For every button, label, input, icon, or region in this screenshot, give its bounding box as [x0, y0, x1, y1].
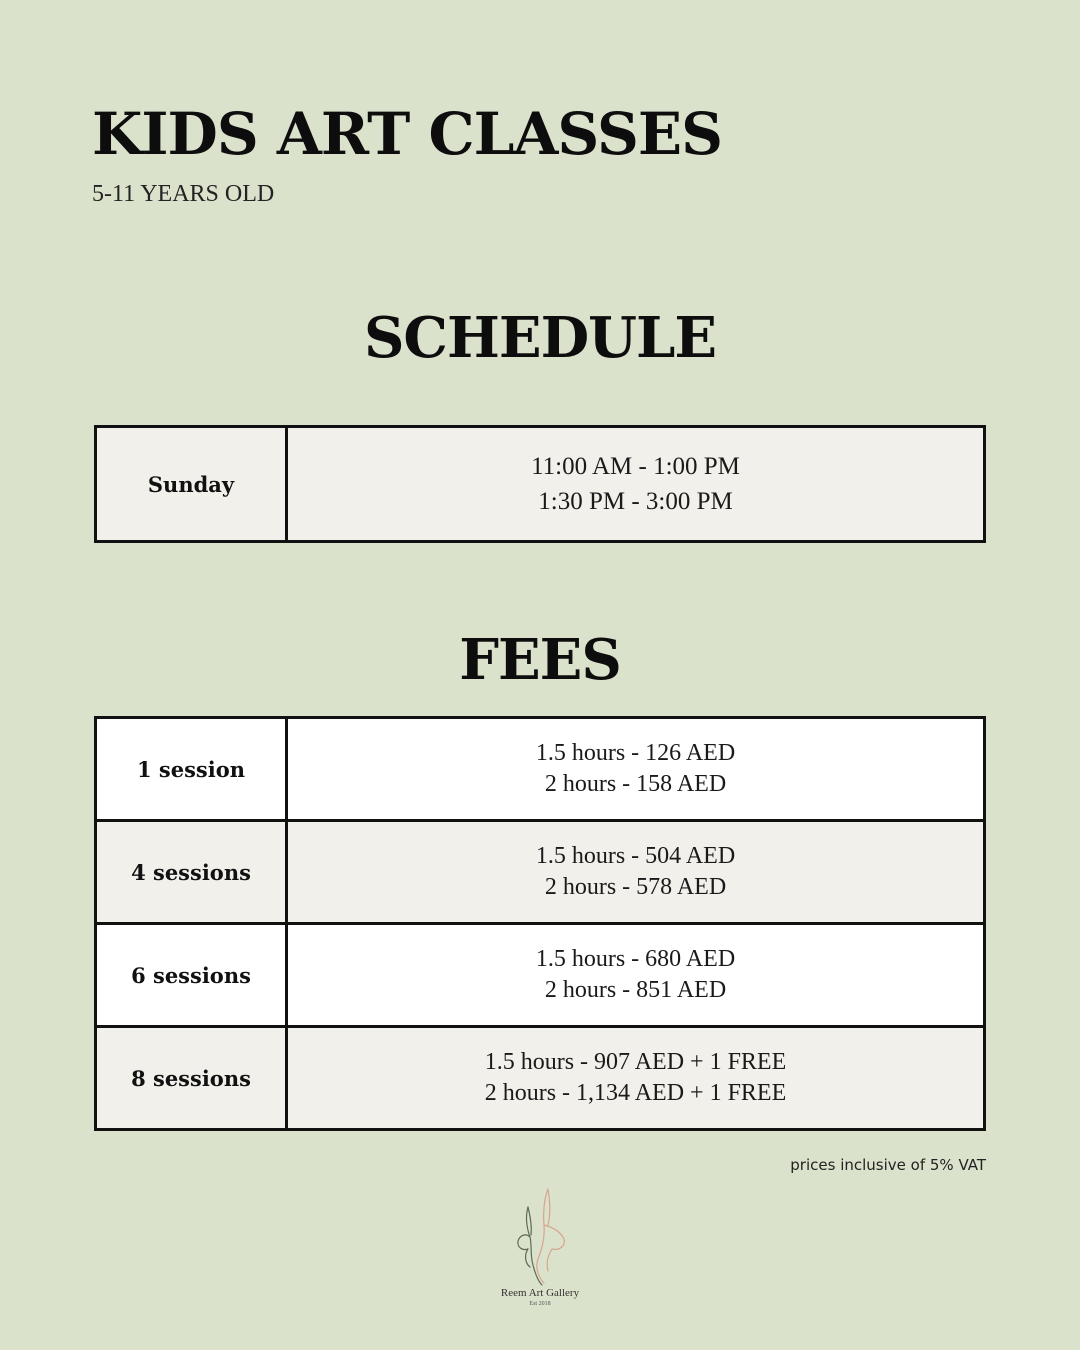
schedule-time-slot: 11:00 AM - 1:00 PM [531, 453, 740, 480]
fees-prices [287, 924, 985, 1027]
schedule-day: Sunday [96, 427, 287, 542]
fees-prices [287, 718, 985, 821]
fees-price-line: 2 hours - 158 AED [544, 771, 727, 797]
fees-price-line: 1.5 hours - 680 AED [535, 946, 736, 972]
schedule-heading: SCHEDULE [363, 305, 717, 371]
fees-price-line: 1.5 hours - 504 AED [535, 843, 736, 869]
fees-price-line: 2 hours - 851 AED [544, 977, 727, 1003]
schedule-time-slot: 1:30 PM - 3:00 PM [538, 488, 733, 515]
gallery-logo [490, 1185, 590, 1315]
fees-row [96, 821, 985, 924]
fees-row [96, 924, 985, 1027]
schedule-times [287, 427, 985, 542]
vat-note: prices inclusive of 5% VAT [790, 1156, 986, 1174]
gallery-est: Est 2018 [529, 1301, 551, 1307]
fees-prices [287, 1027, 985, 1130]
fees-sessions-label: 4 sessions [96, 821, 287, 924]
fees-price-line: 2 hours - 1,134 AED + 1 FREE [484, 1080, 787, 1106]
gallery-name: Reem Art Gallery [500, 1287, 580, 1299]
fees-sessions-label: 6 sessions [96, 924, 287, 1027]
gallery-logo-icon [508, 1185, 572, 1287]
schedule-row [96, 427, 985, 542]
fees-price-line: 1.5 hours - 907 AED + 1 FREE [484, 1049, 787, 1075]
fees-table [94, 716, 986, 1131]
page-title: KIDS ART CLASSES [92, 100, 722, 168]
fees-sessions-label: 8 sessions [96, 1027, 287, 1130]
age-range-subtitle: 5-11 YEARS OLD [92, 181, 275, 207]
fees-row [96, 1027, 985, 1130]
schedule-table [94, 425, 986, 543]
fees-row [96, 718, 985, 821]
fees-price-line: 1.5 hours - 126 AED [535, 740, 736, 766]
fees-prices [287, 821, 985, 924]
fees-price-line: 2 hours - 578 AED [544, 874, 727, 900]
fees-sessions-label: 1 session [96, 718, 287, 821]
fees-heading: FEES [459, 627, 621, 693]
